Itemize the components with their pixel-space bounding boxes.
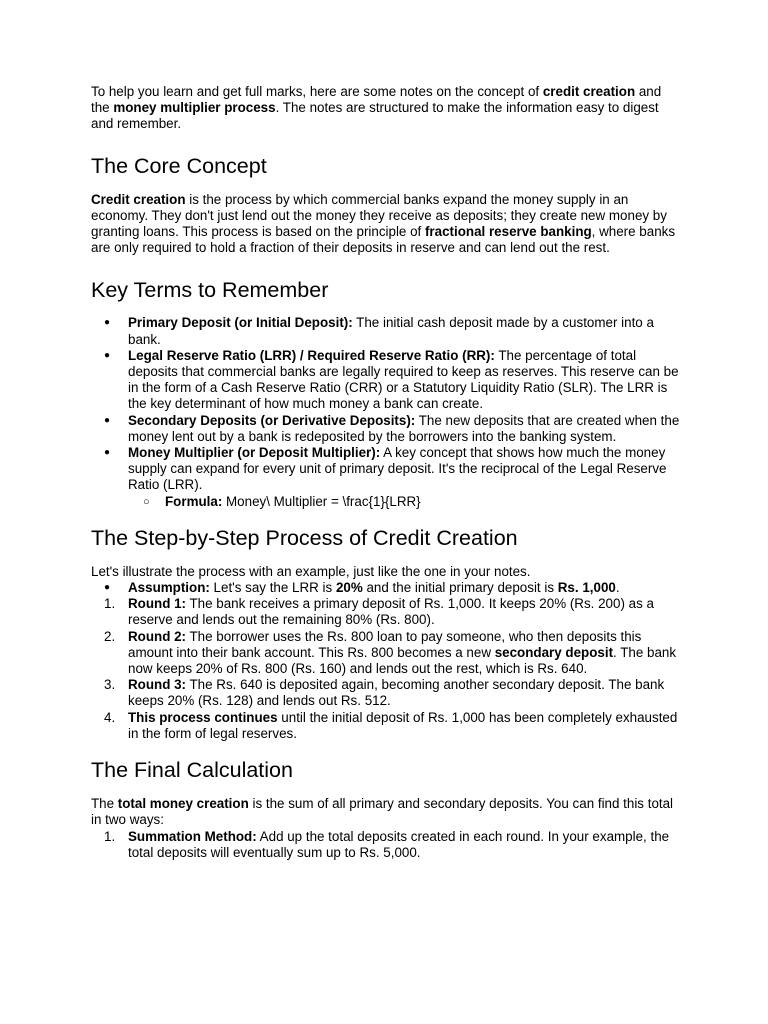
assumption-text-1: Let's say the LRR is [209,580,336,596]
list-item [91,596,680,628]
intro-text-2: and the [91,84,662,116]
process-steps-list [91,596,680,742]
assumption-label: Assumption: [128,580,210,596]
formula-item [128,494,680,510]
term-label: Secondary Deposits (or Derivative Deposits): [128,412,416,428]
assumption-text-3: . [615,580,620,596]
process-lead: Let's illustrate the process with an example, just like the one in your notes. [91,563,531,579]
intro-paragraph [91,84,680,133]
heading-core-concept: The Core Concept [91,153,267,178]
step-number: 1. [104,596,116,612]
step-number: 2. [104,628,116,644]
circle-bullet-icon: ○ [143,495,150,508]
core-paragraph [91,192,680,257]
step-text: Add up the total deposits created in each round. In your example, the total deposits will eventually sum up to Rs. 5,000. [128,828,670,860]
heading-process: The Step-by-Step Process of Credit Creation [91,525,518,550]
heading-key-terms: Key Terms to Remember [91,278,329,303]
assumption-text-2: and the initial primary deposit is [362,580,558,596]
step-text: The Rs. 640 is deposited again, becoming another secondary deposit. The bank keeps 20% (Rs. 128) and lends out Rs. 512. [128,677,665,709]
list-item [91,629,680,678]
process-assumption-list [91,580,680,596]
final-paragraph [91,796,680,828]
list-item [91,677,680,709]
final-bold-total-money: total money creation [117,796,249,812]
step-label: Round 3: [128,677,187,693]
term-definition: The new deposits that are created when the money lent out by a bank is redeposited by the borrowers into the banking system. [128,412,680,444]
term-definition: The percentage of total deposits that commercial banks are legally required to keep as reserves. This reserve can be in the form of a Cash Reserve Ratio (CRR) or a Statutory Liquidity Ratio (SLR). The LRR is the key determinant of how much money a bank can create. [128,347,679,412]
step-number: 3. [104,677,116,693]
step-label: Round 1: [128,596,187,612]
final-steps-list [91,829,680,861]
step-label: Summation Method: [128,828,257,844]
list-item [91,348,680,413]
intro-bold-money-multiplier: money multiplier process [113,100,276,116]
list-item [91,315,680,347]
final-text-2: is the sum of all primary and secondary deposits. You can find this total in two ways: [91,796,674,828]
step-text: The borrower uses the Rs. 800 loan to pay someone, who then deposits this amount into their bank account. This Rs. 800 becomes a new [128,628,642,660]
formula-text: Money\ Multiplier = \frac{1}{LRR} [222,493,421,509]
list-item [91,580,680,596]
step-bold-secondary-deposit: secondary deposit [494,644,614,660]
step-number: 1. [104,828,116,844]
step-number: 4. [104,709,116,725]
step-text: The bank receives a primary deposit of Rs. 1,000. It keeps 20% (Rs. 200) as a reserve and lends out the remaining 80% (Rs. 800). [128,596,654,628]
intro-text-3: . The notes are structured to make the information easy to digest and remember. [91,100,659,132]
step-label: Round 2: [128,628,187,644]
core-text-2: , where banks are only required to hold a fraction of their deposits in reserve and can lend out the rest. [91,224,676,256]
step-text: until the initial deposit of Rs. 1,000 has been completely exhausted in the form of legal reserves. [128,709,678,741]
term-label: Primary Deposit (or Initial Deposit): [128,315,353,331]
assumption-bold-lrr: 20% [335,580,363,596]
assumption-bold-deposit: Rs. 1,000 [557,580,616,596]
term-definition: A key concept that shows how much the money supply can expand for every unit of primary deposit. It's the reciprocal of the Legal Reserve Ratio (LRR). [128,445,667,493]
list-item [91,445,680,510]
final-text-1: The [91,796,118,812]
intro-bold-credit-creation: credit creation [542,84,636,99]
intro-text-1: To help you learn and get full marks, here are some notes on the concept of [91,84,543,99]
core-bold-credit-creation: Credit creation [91,191,186,207]
term-definition: The initial cash deposit made by a customer into a bank. [128,315,654,347]
step-text-2: . The bank now keeps 20% of Rs. 800 (Rs. 160) and lends out the rest, which is Rs. 640. [128,644,677,677]
key-terms-list [91,315,680,509]
term-label: Legal Reserve Ratio (LRR) / Required Reserve Ratio (RR): [128,347,495,363]
formula-sublist [128,494,680,510]
list-item [91,710,680,742]
step-label: This process continues [128,709,278,725]
heading-final-calculation: The Final Calculation [91,758,293,783]
list-item [91,413,680,445]
formula-label: Formula: [165,493,223,509]
core-bold-fractional-reserve: fractional reserve banking [424,224,592,240]
core-text-1: is the process by which commercial banks expand the money supply in an economy. They don't just lend out the money they receive as deposits; they create new money by granting loans. This process is based on the principle of [91,191,667,240]
list-item [91,829,680,861]
term-label: Money Multiplier (or Deposit Multiplier): [128,445,381,461]
